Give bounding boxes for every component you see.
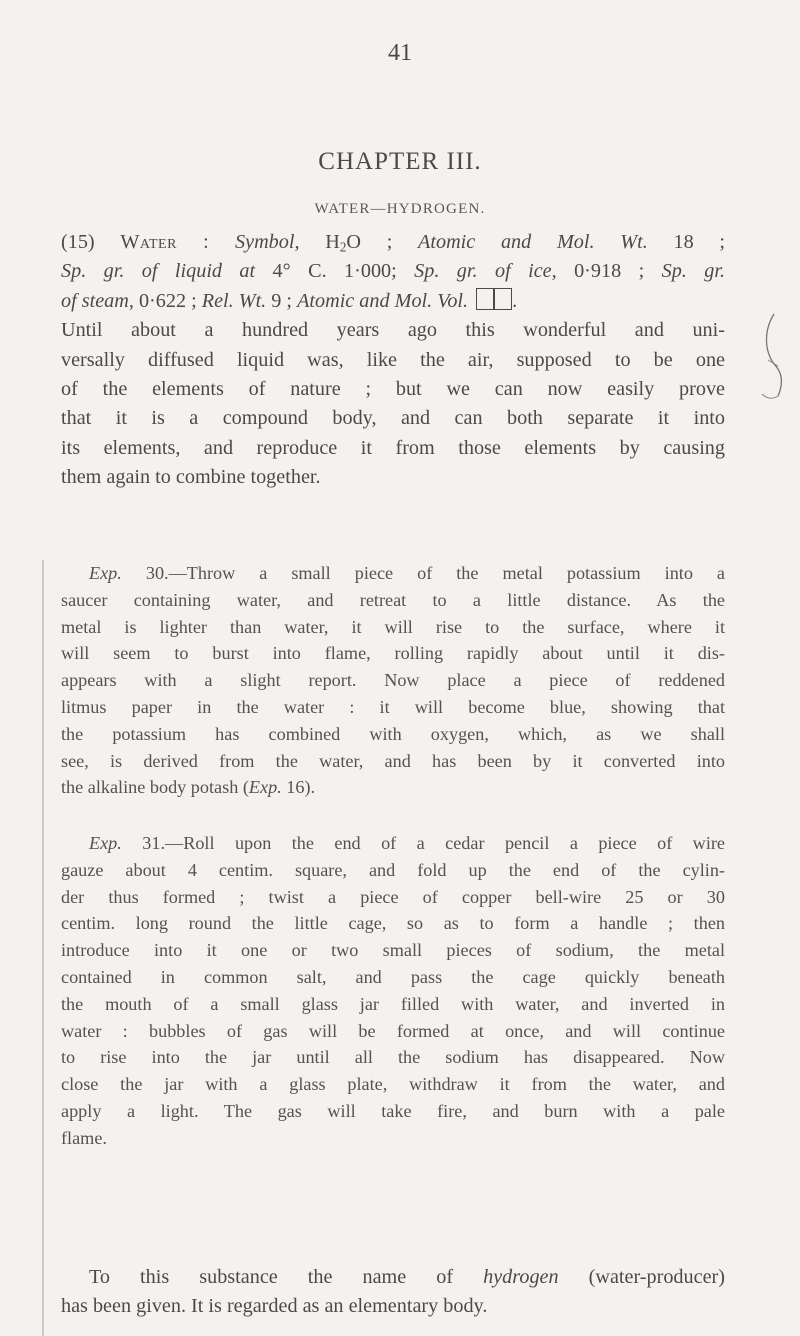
atomic-weight-label: Atomic and Mol. Wt. <box>418 231 648 253</box>
page-number: 41 <box>388 40 412 66</box>
spgr-liquid-label: Sp. gr. of liquid at <box>61 260 256 283</box>
section-15-line: them again to combine together. <box>61 466 321 489</box>
hydrogen-line: To this substance the name of hydrogen (water-producer) <box>89 1266 725 1288</box>
relative-weight-label: Rel. Wt. <box>201 289 267 312</box>
experiment-30-line: litmus paper in the water : it will become blue, showing that <box>61 696 725 717</box>
spgr-steam-value: 0·622 ; <box>138 289 197 312</box>
section-heading: Water : <box>120 231 210 253</box>
experiment-label: Exp. <box>89 563 122 583</box>
section-15-paragraph <box>61 228 725 493</box>
experiment-30-line: will seem to burst into flame, rolling rapidly about until it dis- <box>61 643 725 664</box>
experiment-31-line: Exp. 31.—Roll upon the end of a cedar pencil a piece of wire <box>89 833 726 853</box>
section-15-line <box>61 257 725 286</box>
experiment-31-line: gauze about 4 centim. square, and fold up the end of the cylin- <box>61 859 725 880</box>
spgr-liquid-temp: 4° C. <box>272 260 327 283</box>
relative-weight-value: 9 ; <box>271 289 293 312</box>
experiment-31-line: contained in common salt, and pass the cage quickly beneath <box>61 966 725 987</box>
spgr-steam-prefix: Sp. gr. <box>661 260 726 283</box>
experiment-31-line: close the jar with a glass plate, withdraw it from the water, and <box>61 1074 725 1095</box>
experiment-30-line: appears with a slight report. Now place a piece of reddened <box>61 670 725 691</box>
experiment-30-line: the potassium has combined with oxygen, which, as we shall <box>61 723 725 744</box>
section-15-line: of the elements of nature ; but we can now easily prove <box>61 378 725 401</box>
experiment-31-line: introduce into it one or two small pieces of sodium, the metal <box>61 940 725 961</box>
spgr-ice-label: Sp. gr. of ice, <box>414 260 557 283</box>
experiment-31-line: water : bubbles of gas will be formed at once, and will continue <box>61 1020 725 1041</box>
volume-box-icon <box>476 288 512 310</box>
chapter-title: CHAPTER III. <box>318 148 482 175</box>
section-15-line: that it is a compound body, and can both separate it into <box>61 407 725 430</box>
experiment-30-line: the alkaline body potash (Exp. 16). <box>61 777 316 798</box>
experiment-31-line: the mouth of a small glass jar filled with water, and inverted in <box>61 993 725 1014</box>
experiment-31-line: to rise into the jar until all the sodium has disappeared. Now <box>61 1047 725 1068</box>
section-15-line <box>61 287 725 316</box>
hydrogen-term: hydrogen <box>483 1266 559 1288</box>
margin-bracket-mark <box>760 310 800 400</box>
experiment-reference: Exp. <box>248 777 282 798</box>
section-15-line: versally diffused liquid was, like the air, supposed to be one <box>61 348 725 371</box>
hydrogen-line: has been given. It is regarded as an elementary body. <box>61 1295 488 1318</box>
experiment-30-line: see, is derived from the water, and has been by it converted into <box>61 750 725 771</box>
experiment-31-line: centim. long round the little cage, so as to form a handle ; then <box>61 913 725 934</box>
experiment-31-line: flame. <box>61 1127 107 1148</box>
hydrogen-paragraph <box>61 1263 725 1322</box>
experiment-30-line: metal is lighter than water, it will rise to the surface, where it <box>61 616 725 637</box>
section-15-line <box>61 228 725 257</box>
spgr-steam-label: of steam, <box>61 289 134 312</box>
symbol-label: Symbol, <box>235 231 300 253</box>
atomic-weight-value: 18 ; <box>673 231 726 253</box>
experiment-label: Exp. <box>89 833 122 853</box>
experiment-30-line: Exp. 30.—Throw a small piece of the metal potassium into a <box>89 563 726 583</box>
chapter-subtitle: WATER—HYDROGEN. <box>314 201 486 217</box>
volume-end: . <box>512 289 518 312</box>
experiment-31-line: der thus formed ; twist a piece of copper bell-wire 25 or 30 <box>61 886 725 907</box>
experiment-30-line: saucer containing water, and retreat to a little distance. As the <box>61 589 725 610</box>
spgr-liquid-value: 1·000; <box>344 260 397 283</box>
section-15-line: Until about a hundred years ago this wonderful and uni- <box>61 319 725 342</box>
margin-rule-mark <box>40 560 46 1336</box>
spgr-ice-value: 0·918 ; <box>574 260 645 283</box>
experiment-31-line: apply a light. The gas will take fire, and burn with a pale <box>61 1100 725 1121</box>
section-15-line: its elements, and reproduce it from those elements by causing <box>61 436 725 459</box>
water-formula: $H_2O$ ; <box>325 231 393 255</box>
section-number: (15) <box>61 231 95 253</box>
experiment-31-paragraph <box>61 830 725 1152</box>
atomic-volume-label: Atomic and Mol. Vol. <box>297 289 469 312</box>
experiment-30-paragraph <box>61 560 725 801</box>
